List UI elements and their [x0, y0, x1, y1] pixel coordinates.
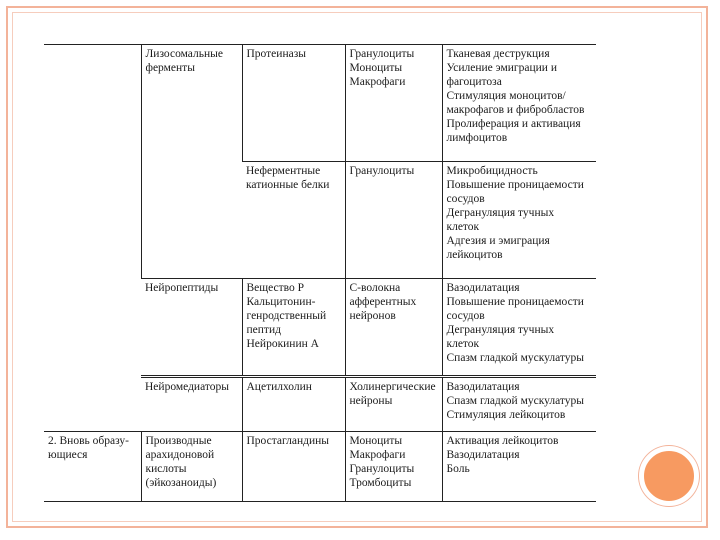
- effects-cell: Микробицидность Повышение проницаемости сосудов Дегрануляция тучных клеток Адгезия и эмиграция лейкоцитов: [442, 162, 596, 279]
- decorative-orb: [639, 446, 699, 506]
- cells-cell: Гранулоциты: [345, 162, 442, 279]
- cells-cell: Гранулоциты Моноциты Макрофаги: [345, 45, 442, 162]
- mediator-type-cell: Нейропептиды: [141, 279, 242, 377]
- substance-cell: Неферментные катионные белки: [242, 162, 345, 279]
- group-cell-2: 2. Вновь образу- ющиеся: [44, 432, 141, 502]
- mediators-table-container: [44, 44, 596, 502]
- effects-cell: Тканевая деструкция Усиление эмиграции и фагоцитоза Стимуляция моноцитов/ макрофагов и фибробластов Пролиферация и активация лимфоцитов: [442, 45, 596, 162]
- cells-cell: Моноциты Макрофаги Гранулоциты Тромбоциты: [345, 432, 442, 502]
- effects-cell: Активация лейкоцитов Вазодилатация Боль: [442, 432, 596, 502]
- substance-cell: Ацетилхолин: [242, 377, 345, 432]
- cells-cell: С-волокна афферентных нейронов: [345, 279, 442, 377]
- substance-cell: Вещество Р Кальцитонин- генродственный пептид Нейрокинин А: [242, 279, 345, 377]
- mediator-type-cell: Нейромедиаторы: [141, 377, 242, 432]
- group-cell-1: [44, 45, 141, 432]
- effects-cell: Вазодилатация Спазм гладкой мускулатуры Стимуляция лейкоцитов: [442, 377, 596, 432]
- table-row: [44, 432, 596, 502]
- mediators-table: [44, 44, 596, 502]
- cells-cell: Холинергические нейроны: [345, 377, 442, 432]
- substance-cell: Простагландины: [242, 432, 345, 502]
- table-row: [44, 45, 596, 162]
- mediator-type-cell: Лизосомальные ферменты: [141, 45, 242, 279]
- substance-cell: Протеиназы: [242, 45, 345, 162]
- effects-cell: Вазодилатация Повышение проницаемости сосудов Дегрануляция тучных клеток Спазм гладкой мускулатуры: [442, 279, 596, 377]
- mediator-type-cell: Производные арахидоновой кислоты (эйкозаноиды): [141, 432, 242, 502]
